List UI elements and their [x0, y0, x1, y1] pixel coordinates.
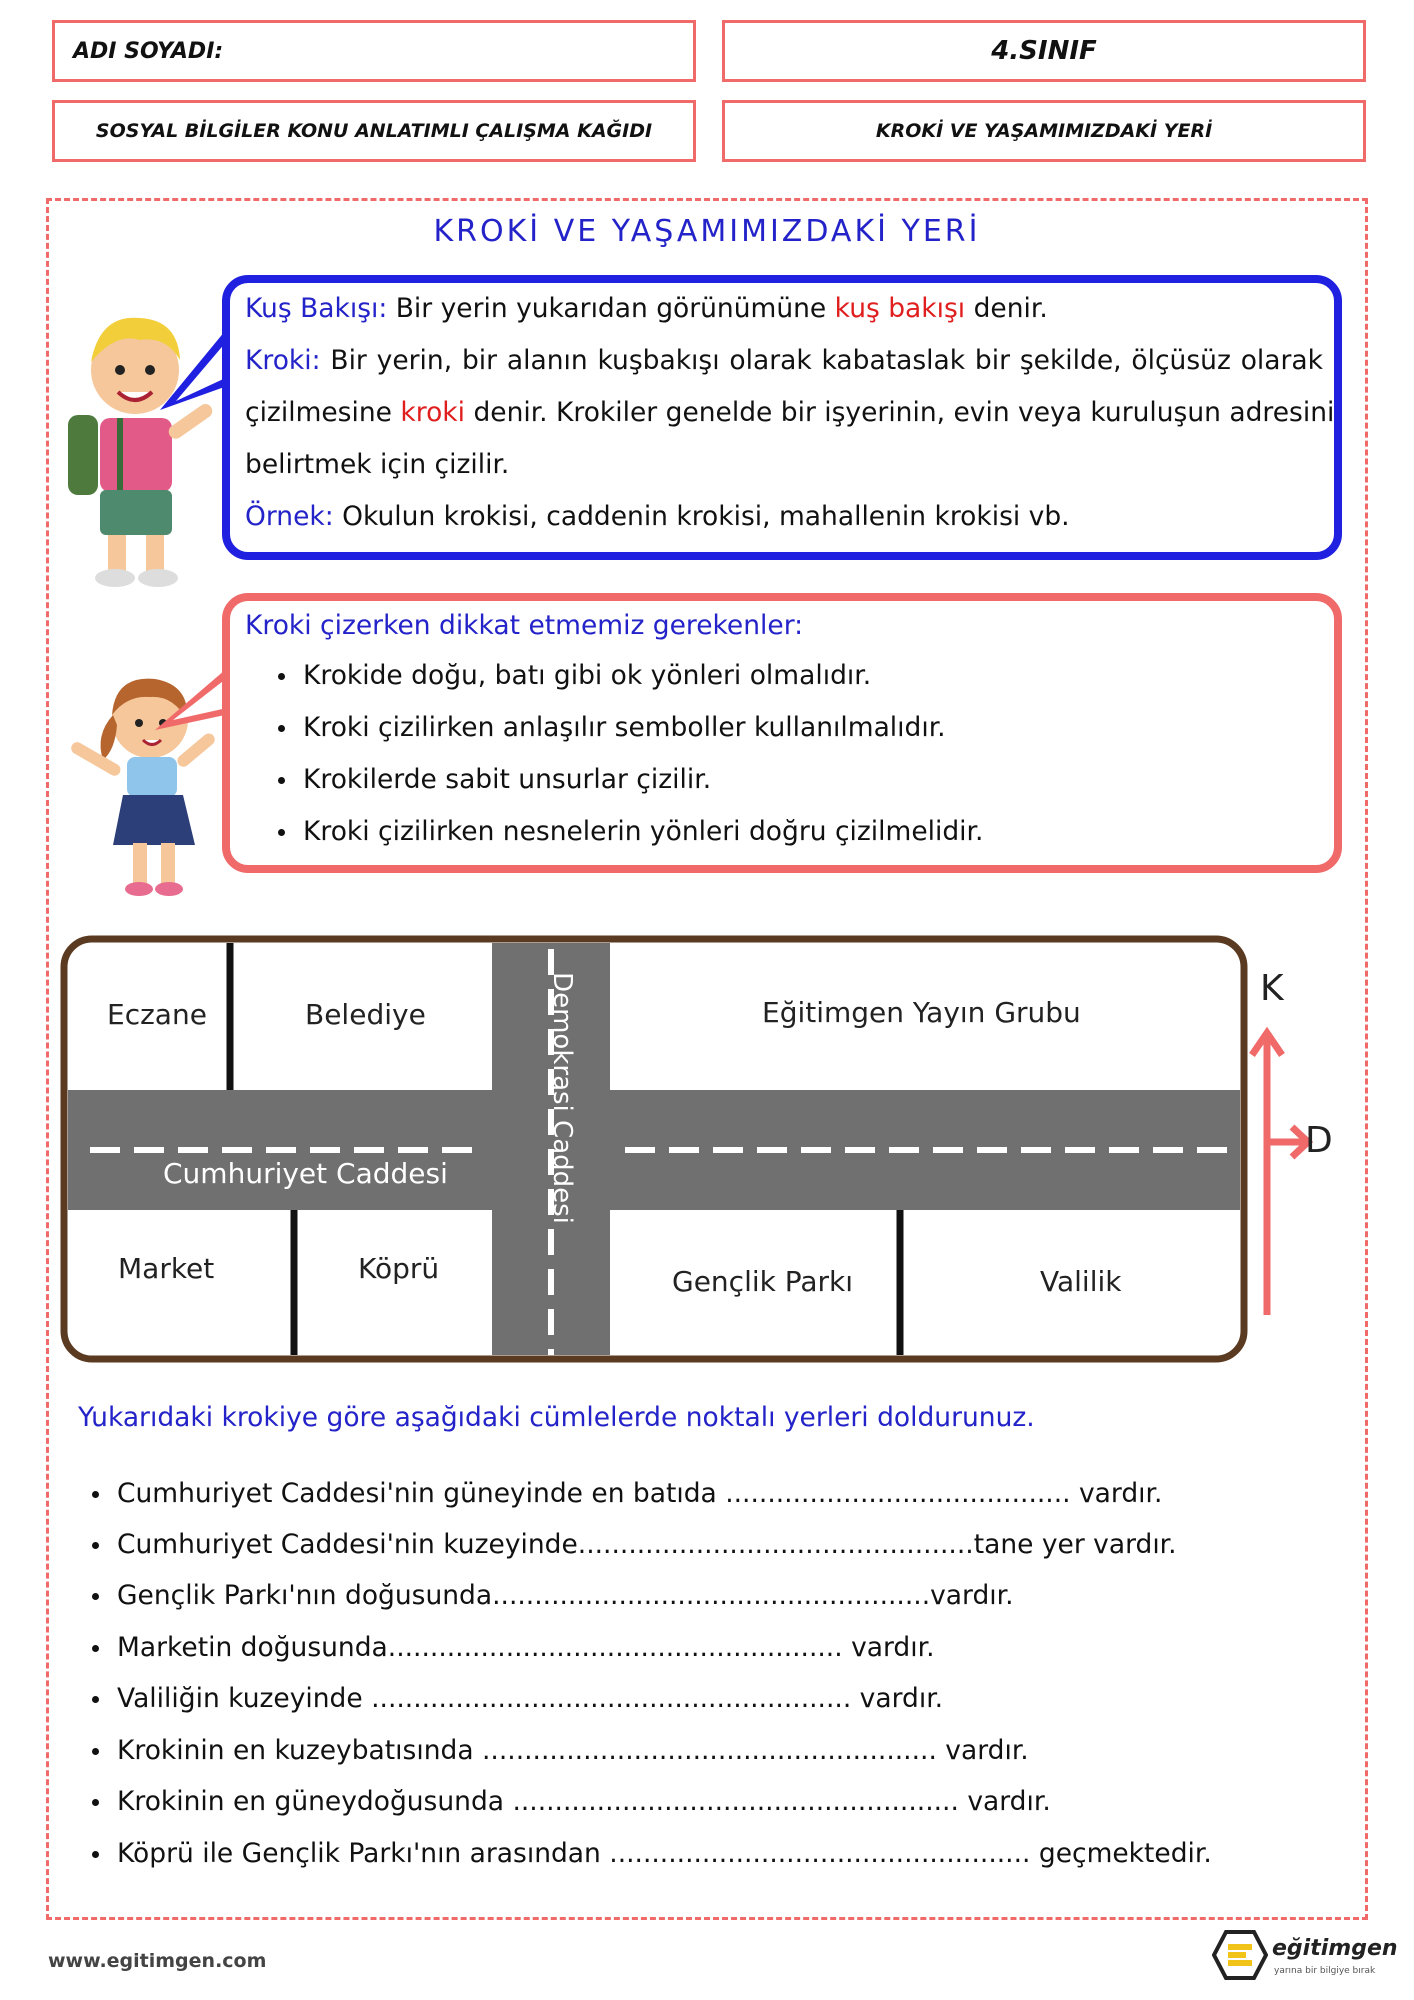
compass-north-label: K — [1260, 968, 1284, 1009]
kus-term: kuş bakışı — [834, 293, 966, 324]
kroki-line2-a: çizilmesine — [245, 397, 392, 428]
name-label: ADI SOYADI: — [73, 38, 224, 64]
compass-arrows — [1240, 1015, 1320, 1335]
exercise-item[interactable]: Cumhuriyet Caddesi'nin kuzeyinde...............................................tane yer vardır. — [92, 1529, 1177, 1560]
subject-label: SOSYAL BİLGİLER KONU ANLATIMLI ÇALIŞMA KAĞIDI — [95, 120, 653, 142]
map-label-belediye: Belediye — [305, 998, 426, 1031]
ornek-label: Örnek: — [245, 501, 334, 532]
list-item: Krokilerde sabit unsurlar çizilir. — [278, 764, 711, 795]
kus-text-a: Bir yerin yukarıdan görünümüne — [395, 293, 827, 324]
exercise-item[interactable]: Krokinin en kuzeybatısında ...................................................... vardır. — [92, 1735, 1029, 1766]
map-label-cumhuriyet: Cumhuriyet Caddesi — [163, 1157, 448, 1190]
map-label-genclik: Gençlik Parkı — [672, 1265, 854, 1298]
exercise-item[interactable]: Gençlik Parkı'nın doğusunda....................................................vardır. — [92, 1580, 1014, 1611]
footer-url[interactable]: www.egitimgen.com — [48, 1950, 267, 1972]
map-label-kopru: Köprü — [358, 1252, 440, 1285]
compass-east-label: D — [1305, 1120, 1333, 1161]
grade-label: 4.SINIF — [991, 36, 1097, 66]
kroki-line2-b: denir. Krokiler genelde bir işyerinin, evin veya kuruluşun adresini — [473, 397, 1335, 428]
kroki-line-3: belirtmek için çizilir. — [245, 449, 510, 480]
map-label-valilik: Valilik — [1040, 1265, 1122, 1298]
map-label-demokrasi: Demokrasi Caddesi — [547, 972, 577, 1224]
kroki-term: kroki — [400, 397, 465, 428]
list-item: Kroki çizilirken anlaşılır semboller kullanılmalıdır. — [278, 712, 946, 743]
subject-box — [52, 100, 696, 162]
ornek-text: Okulun krokisi, caddenin krokisi, mahallenin krokisi vb. — [342, 501, 1070, 532]
exercise-item[interactable]: Krokinin en güneydoğusunda ..................................................... vardır. — [92, 1786, 1051, 1817]
exercise-item[interactable]: Valiliğin kuzeyinde ......................................................... vardır. — [92, 1683, 943, 1714]
topic-label: KROKİ VE YAŞAMIMIZDAKİ YERİ — [875, 120, 1213, 142]
list-item: Krokide doğu, batı gibi ok yönleri olmalıdır. — [278, 660, 871, 691]
map-label-eczane: Eczane — [107, 998, 207, 1031]
exercise-item[interactable]: Marketin doğusunda...................................................... vardır. — [92, 1632, 935, 1663]
kus-label: Kuş Bakışı: — [245, 293, 388, 324]
kroki-line-1 — [245, 345, 1323, 376]
exercise-instruction: Yukarıdaki krokiye göre aşağıdaki cümlelerde noktalı yerleri doldurunuz. — [78, 1402, 1035, 1433]
exercise-item[interactable]: Köprü ile Gençlik Parkı'nın arasından .................................................. geçmektedir. — [92, 1838, 1212, 1869]
map-label-market: Market — [118, 1252, 215, 1285]
kroki-line1-text: Bir yerin, bir alanın kuşbakışı olarak kabataslak bir şekilde, ölçüsüz olarak — [330, 345, 1323, 376]
kus-text-b: denir. — [973, 293, 1048, 324]
ornek-line — [245, 501, 1070, 532]
exercise-item[interactable]: Cumhuriyet Caddesi'nin güneyinde en batıda ......................................... vardır. — [92, 1478, 1162, 1509]
list-item: Kroki çizilirken nesnelerin yönleri doğru çizilmelidir. — [278, 816, 983, 847]
rules-heading: Kroki çizerken dikkat etmemiz gerekenler: — [245, 610, 804, 641]
kroki-label: Kroki: — [245, 345, 321, 376]
kroki-line-2 — [245, 397, 1335, 428]
egitimgen-logo-icon — [1212, 1930, 1268, 1980]
topic-box — [722, 100, 1366, 162]
page-title: KROKİ VE YAŞAMIMIZDAKİ YERİ — [433, 214, 981, 249]
grade-box — [722, 20, 1366, 82]
footer-brand: eğitimgen — [1272, 1936, 1398, 1961]
name-box[interactable] — [52, 20, 696, 82]
footer-slogan: yarına bir bilgiye bırak — [1274, 1966, 1376, 1976]
map-label-yayin: Eğitimgen Yayın Grubu — [762, 996, 1081, 1029]
kus-line — [245, 293, 1048, 324]
